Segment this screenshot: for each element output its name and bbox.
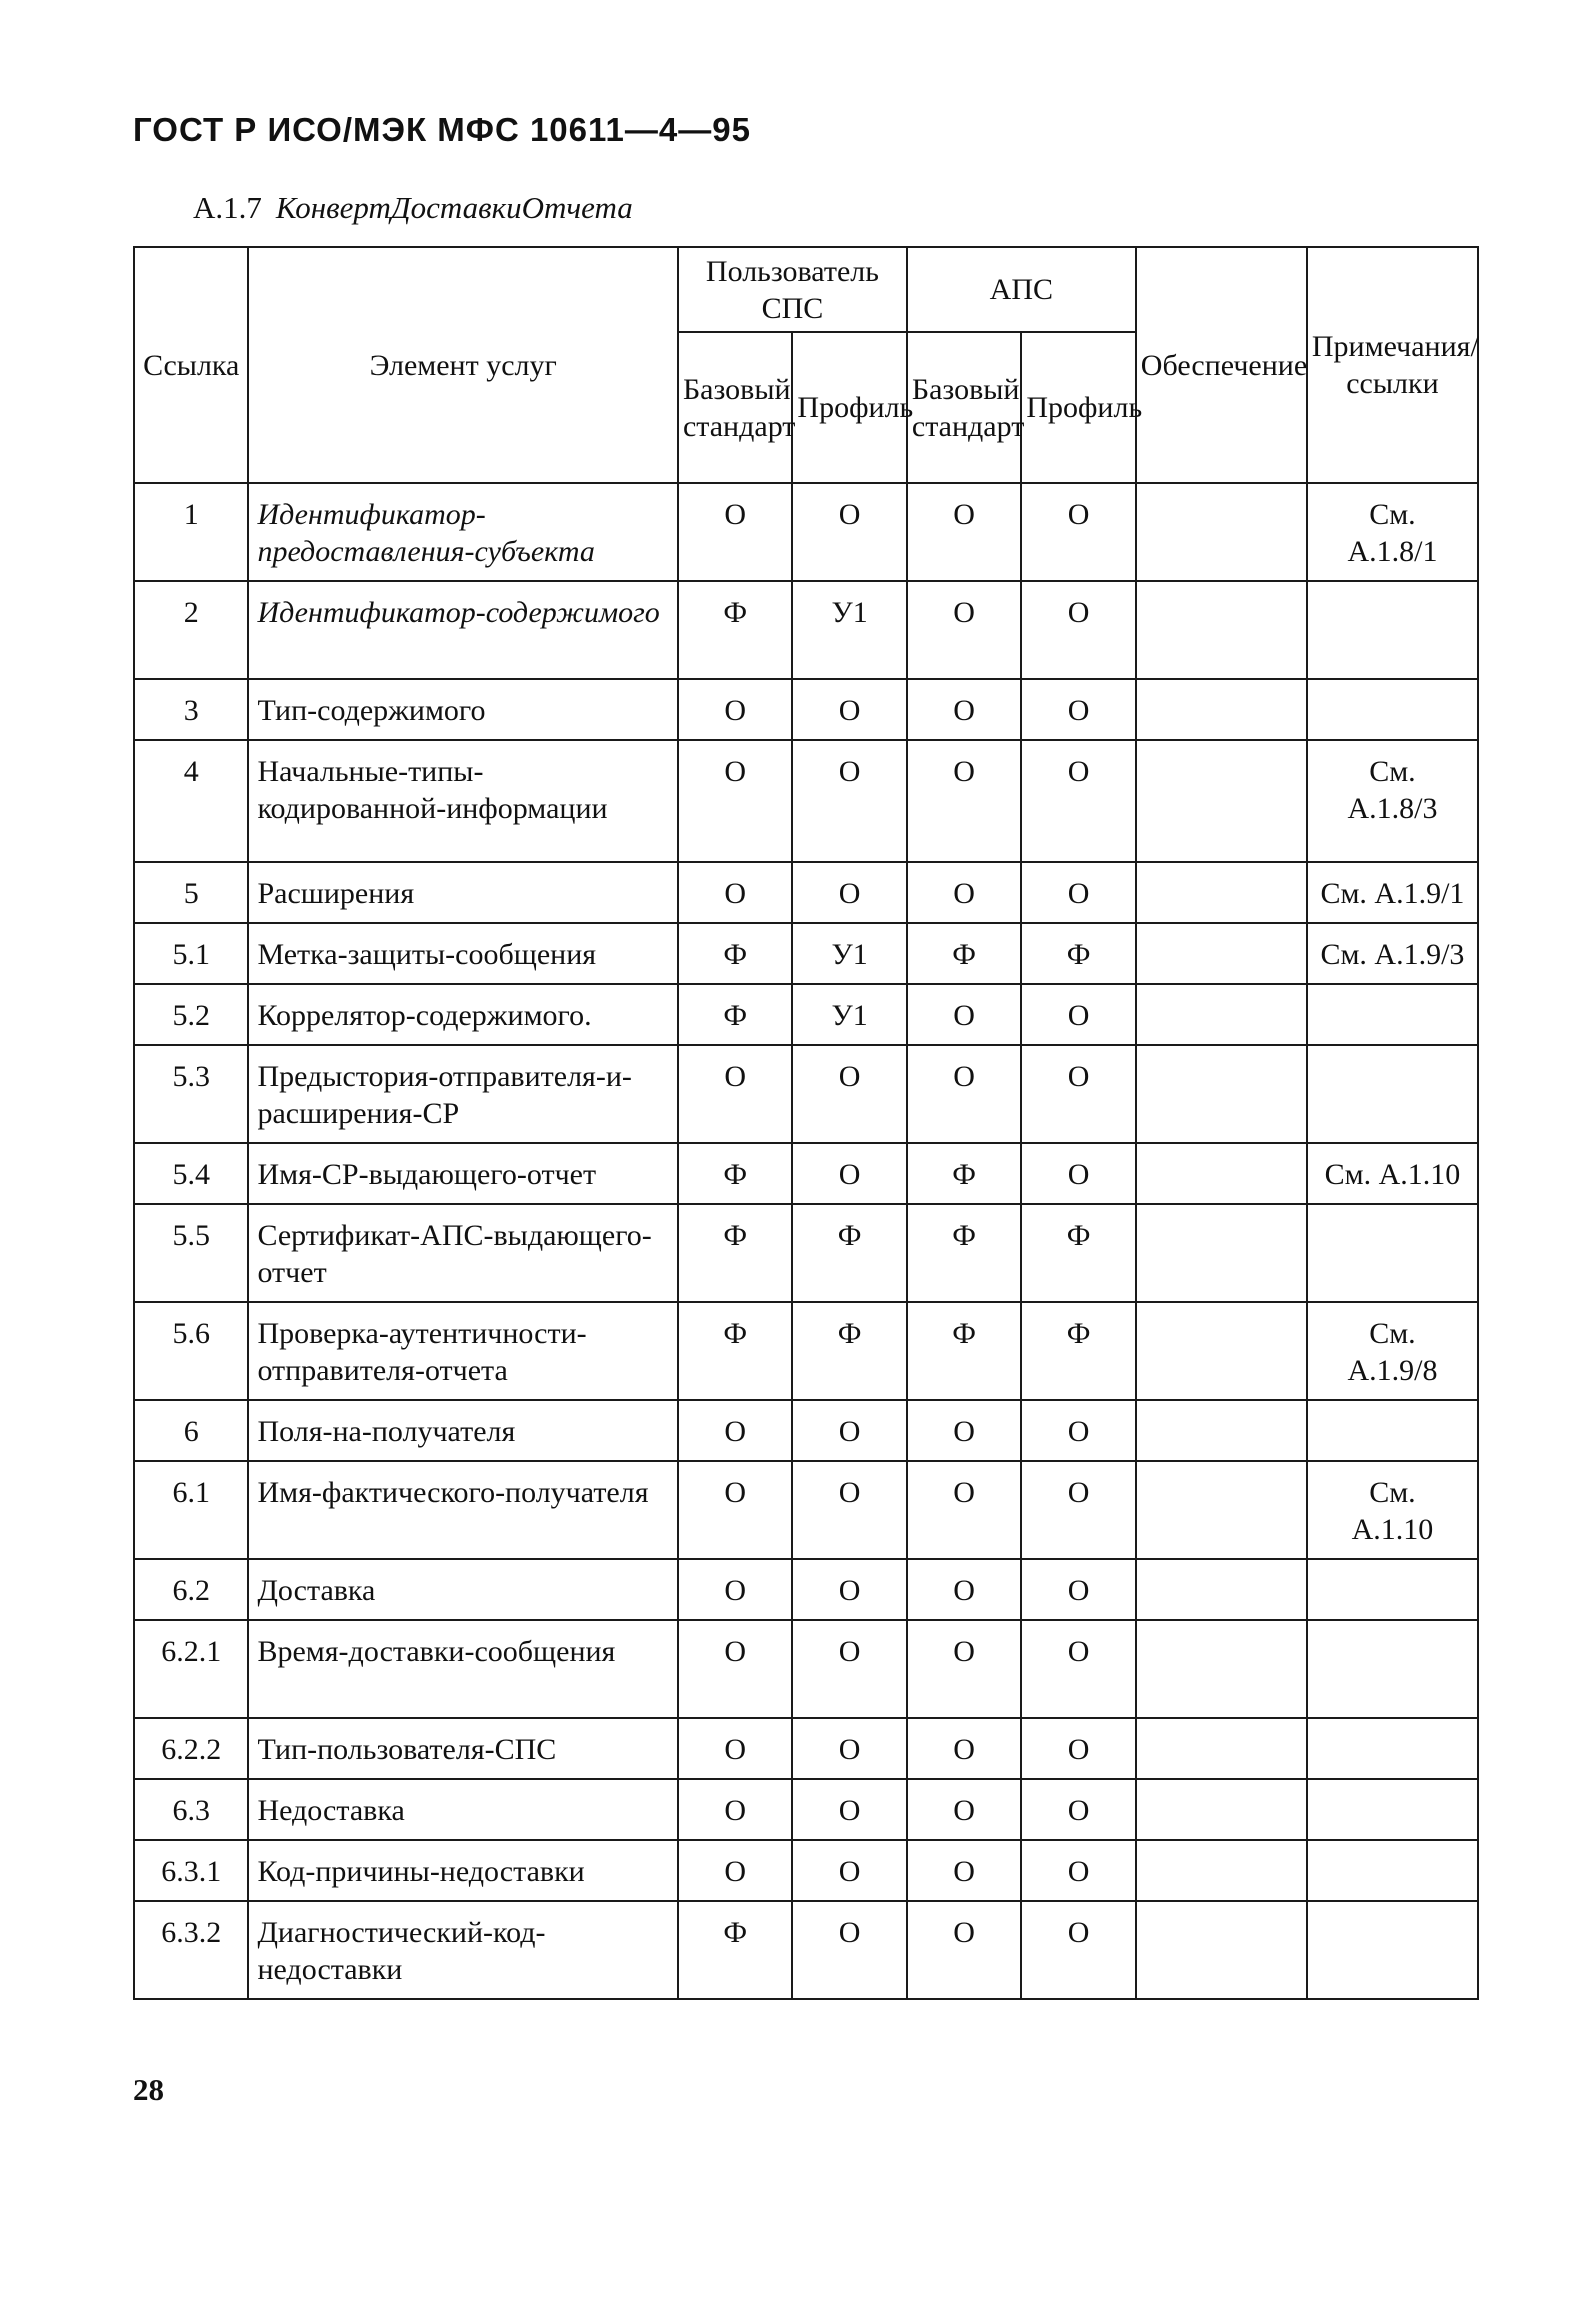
user-profile-value: О — [792, 1143, 906, 1204]
support-value — [1136, 1461, 1307, 1559]
table-row — [134, 923, 1478, 984]
aps-base-standard-value: О — [907, 581, 1021, 679]
section-name: КонвертДоставкиОтчета — [275, 190, 633, 225]
header-user-profile: Профиль — [792, 332, 906, 483]
row-ref: 6.2.2 — [134, 1718, 248, 1779]
row-ref: 6.3.2 — [134, 1901, 248, 1999]
user-base-standard-value: О — [678, 1400, 792, 1461]
service-element: Тип-содержимого — [248, 679, 678, 740]
row-ref: 5.6 — [134, 1302, 248, 1400]
note-reference: См. A.1.9/8 — [1307, 1302, 1478, 1400]
table-row — [134, 1143, 1478, 1204]
aps-base-standard-value: О — [907, 862, 1021, 923]
support-value — [1136, 923, 1307, 984]
note-reference — [1307, 1559, 1478, 1620]
row-ref: 6 — [134, 1400, 248, 1461]
header-aps-base-standard: Базовый стандарт — [907, 332, 1021, 483]
service-element: Диагностический-код-недоставки — [248, 1901, 678, 1999]
aps-base-standard-value: О — [907, 1559, 1021, 1620]
user-profile-value: Ф — [792, 1302, 906, 1400]
support-value — [1136, 1204, 1307, 1302]
table-row — [134, 1461, 1478, 1559]
page-number: 28 — [133, 2072, 164, 2107]
support-value — [1136, 1779, 1307, 1840]
table-row — [134, 1779, 1478, 1840]
aps-profile-value: О — [1021, 1718, 1135, 1779]
aps-base-standard-value: О — [907, 1901, 1021, 1999]
aps-base-standard-value: О — [907, 984, 1021, 1045]
aps-profile-value: О — [1021, 1400, 1135, 1461]
user-base-standard-value: Ф — [678, 1901, 792, 1999]
service-element: Расширения — [248, 862, 678, 923]
header-aps-group: АПС — [907, 247, 1136, 332]
row-ref: 6.2.1 — [134, 1620, 248, 1718]
table-row — [134, 1204, 1478, 1302]
user-base-standard-value: Ф — [678, 1302, 792, 1400]
note-reference: См. A.1.8/3 — [1307, 740, 1478, 862]
service-element: Идентификатор-предоставления-субъекта — [248, 483, 678, 581]
row-ref: 6.2 — [134, 1559, 248, 1620]
support-value — [1136, 1302, 1307, 1400]
note-reference — [1307, 1718, 1478, 1779]
user-base-standard-value: О — [678, 1840, 792, 1901]
user-base-standard-value: О — [678, 1461, 792, 1559]
service-element: Коррелятор-содержимого. — [248, 984, 678, 1045]
user-profile-value: О — [792, 862, 906, 923]
note-reference: См. A.1.10 — [1307, 1461, 1478, 1559]
aps-profile-value: Ф — [1021, 1302, 1135, 1400]
support-value — [1136, 1718, 1307, 1779]
note-reference — [1307, 1901, 1478, 1999]
support-value — [1136, 1620, 1307, 1718]
user-profile-value: У1 — [792, 581, 906, 679]
header-user-base-standard: Базовый стандарт — [678, 332, 792, 483]
row-ref: 6.3.1 — [134, 1840, 248, 1901]
aps-profile-value: О — [1021, 740, 1135, 862]
note-reference — [1307, 1045, 1478, 1143]
user-base-standard-value: Ф — [678, 1204, 792, 1302]
row-ref: 5 — [134, 862, 248, 923]
row-ref: 5.1 — [134, 923, 248, 984]
user-base-standard-value: О — [678, 1045, 792, 1143]
aps-profile-value: О — [1021, 1559, 1135, 1620]
aps-base-standard-value: Ф — [907, 1143, 1021, 1204]
row-ref: 5.5 — [134, 1204, 248, 1302]
row-ref: 1 — [134, 483, 248, 581]
user-base-standard-value: Ф — [678, 581, 792, 679]
table-row — [134, 679, 1478, 740]
service-element: Тип-пользователя-СПС — [248, 1718, 678, 1779]
aps-profile-value: О — [1021, 1143, 1135, 1204]
service-elements-table — [133, 246, 1479, 2000]
support-value — [1136, 740, 1307, 862]
section-number: A.1.7 — [193, 190, 262, 225]
aps-base-standard-value: О — [907, 483, 1021, 581]
user-base-standard-value: О — [678, 740, 792, 862]
table-row — [134, 740, 1478, 862]
aps-profile-value: О — [1021, 679, 1135, 740]
aps-profile-value: Ф — [1021, 1204, 1135, 1302]
row-ref: 5.3 — [134, 1045, 248, 1143]
service-element: Код-причины-недоставки — [248, 1840, 678, 1901]
note-reference — [1307, 1620, 1478, 1718]
user-base-standard-value: О — [678, 679, 792, 740]
user-profile-value: О — [792, 1779, 906, 1840]
user-profile-value: О — [792, 1559, 906, 1620]
note-reference: См. A.1.10 — [1307, 1143, 1478, 1204]
support-value — [1136, 1840, 1307, 1901]
service-element: Имя-СР-выдающего-отчет — [248, 1143, 678, 1204]
aps-profile-value: О — [1021, 1620, 1135, 1718]
document-header: ГОСТ Р ИСО/МЭК МФС 10611—4—95 — [133, 111, 751, 148]
table-row — [134, 581, 1478, 679]
support-value — [1136, 1143, 1307, 1204]
header-element: Элемент услуг — [248, 247, 678, 483]
user-base-standard-value: О — [678, 1779, 792, 1840]
service-element: Сертификат-АПС-выдающего-отчет — [248, 1204, 678, 1302]
support-value — [1136, 1045, 1307, 1143]
table-row — [134, 1840, 1478, 1901]
aps-profile-value: О — [1021, 984, 1135, 1045]
user-base-standard-value: О — [678, 1718, 792, 1779]
aps-base-standard-value: Ф — [907, 1302, 1021, 1400]
user-base-standard-value: Ф — [678, 1143, 792, 1204]
row-ref: 5.4 — [134, 1143, 248, 1204]
service-element: Начальные-типы-кодированной-информации — [248, 740, 678, 862]
row-ref: 6.3 — [134, 1779, 248, 1840]
aps-base-standard-value: О — [907, 1461, 1021, 1559]
note-reference — [1307, 679, 1478, 740]
user-base-standard-value: Ф — [678, 984, 792, 1045]
support-value — [1136, 1901, 1307, 1999]
note-reference — [1307, 984, 1478, 1045]
table-row — [134, 1302, 1478, 1400]
user-profile-value: О — [792, 1400, 906, 1461]
support-value — [1136, 581, 1307, 679]
table-row — [134, 1045, 1478, 1143]
service-element: Недоставка — [248, 1779, 678, 1840]
aps-profile-value: О — [1021, 581, 1135, 679]
user-base-standard-value: О — [678, 1559, 792, 1620]
aps-base-standard-value: Ф — [907, 923, 1021, 984]
note-reference: См. A.1.9/1 — [1307, 862, 1478, 923]
user-profile-value: У1 — [792, 923, 906, 984]
support-value — [1136, 1400, 1307, 1461]
service-element: Имя-фактического-получателя — [248, 1461, 678, 1559]
aps-base-standard-value: О — [907, 1400, 1021, 1461]
note-reference: См. A.1.9/3 — [1307, 923, 1478, 984]
user-profile-value: О — [792, 1901, 906, 1999]
support-value — [1136, 984, 1307, 1045]
aps-profile-value: О — [1021, 862, 1135, 923]
user-base-standard-value: Ф — [678, 923, 792, 984]
header-ref: Ссылка — [134, 247, 248, 483]
service-element: Предыстория-отправителя-и-расширения-СР — [248, 1045, 678, 1143]
aps-base-standard-value: О — [907, 1045, 1021, 1143]
aps-profile-value: О — [1021, 1901, 1135, 1999]
header-support: Обеспечение — [1136, 247, 1307, 483]
table-row — [134, 1620, 1478, 1718]
note-reference — [1307, 581, 1478, 679]
section-title — [193, 190, 633, 226]
aps-profile-value: Ф — [1021, 923, 1135, 984]
row-ref: 6.1 — [134, 1461, 248, 1559]
aps-base-standard-value: О — [907, 1718, 1021, 1779]
header-aps-profile: Профиль — [1021, 332, 1135, 483]
service-element: Идентификатор-содержимого — [248, 581, 678, 679]
aps-profile-value: О — [1021, 1045, 1135, 1143]
support-value — [1136, 862, 1307, 923]
support-value — [1136, 483, 1307, 581]
aps-base-standard-value: О — [907, 1620, 1021, 1718]
table-row — [134, 862, 1478, 923]
user-base-standard-value: О — [678, 483, 792, 581]
aps-base-standard-value: О — [907, 1779, 1021, 1840]
support-value — [1136, 1559, 1307, 1620]
table-row — [134, 1400, 1478, 1461]
support-value — [1136, 679, 1307, 740]
user-profile-value: О — [792, 740, 906, 862]
header-user-group: Пользователь СПС — [678, 247, 907, 332]
service-element: Проверка-аутентичности-отправителя-отчета — [248, 1302, 678, 1400]
aps-base-standard-value: О — [907, 740, 1021, 862]
note-reference — [1307, 1400, 1478, 1461]
row-ref: 4 — [134, 740, 248, 862]
user-profile-value: О — [792, 679, 906, 740]
service-element: Поля-на-получателя — [248, 1400, 678, 1461]
header-notes: Примечания/ссылки — [1307, 247, 1478, 483]
aps-base-standard-value: Ф — [907, 1204, 1021, 1302]
user-profile-value: О — [792, 1461, 906, 1559]
user-profile-value: О — [792, 483, 906, 581]
table-row — [134, 1901, 1478, 1999]
row-ref: 5.2 — [134, 984, 248, 1045]
service-element: Время-доставки-сообщения — [248, 1620, 678, 1718]
note-reference: См. A.1.8/1 — [1307, 483, 1478, 581]
user-profile-value: О — [792, 1840, 906, 1901]
aps-base-standard-value: О — [907, 679, 1021, 740]
aps-profile-value: О — [1021, 1840, 1135, 1901]
note-reference — [1307, 1840, 1478, 1901]
user-profile-value: О — [792, 1718, 906, 1779]
table-row — [134, 483, 1478, 581]
user-profile-value: О — [792, 1045, 906, 1143]
service-element: Доставка — [248, 1559, 678, 1620]
user-base-standard-value: О — [678, 1620, 792, 1718]
aps-profile-value: О — [1021, 1779, 1135, 1840]
table-row — [134, 1559, 1478, 1620]
user-profile-value: У1 — [792, 984, 906, 1045]
user-profile-value: Ф — [792, 1204, 906, 1302]
table-row — [134, 984, 1478, 1045]
aps-profile-value: О — [1021, 1461, 1135, 1559]
row-ref: 3 — [134, 679, 248, 740]
note-reference — [1307, 1779, 1478, 1840]
table-row — [134, 1718, 1478, 1779]
user-base-standard-value: О — [678, 862, 792, 923]
note-reference — [1307, 1204, 1478, 1302]
service-element: Метка-защиты-сообщения — [248, 923, 678, 984]
aps-profile-value: О — [1021, 483, 1135, 581]
aps-base-standard-value: О — [907, 1840, 1021, 1901]
user-profile-value: О — [792, 1620, 906, 1718]
row-ref: 2 — [134, 581, 248, 679]
